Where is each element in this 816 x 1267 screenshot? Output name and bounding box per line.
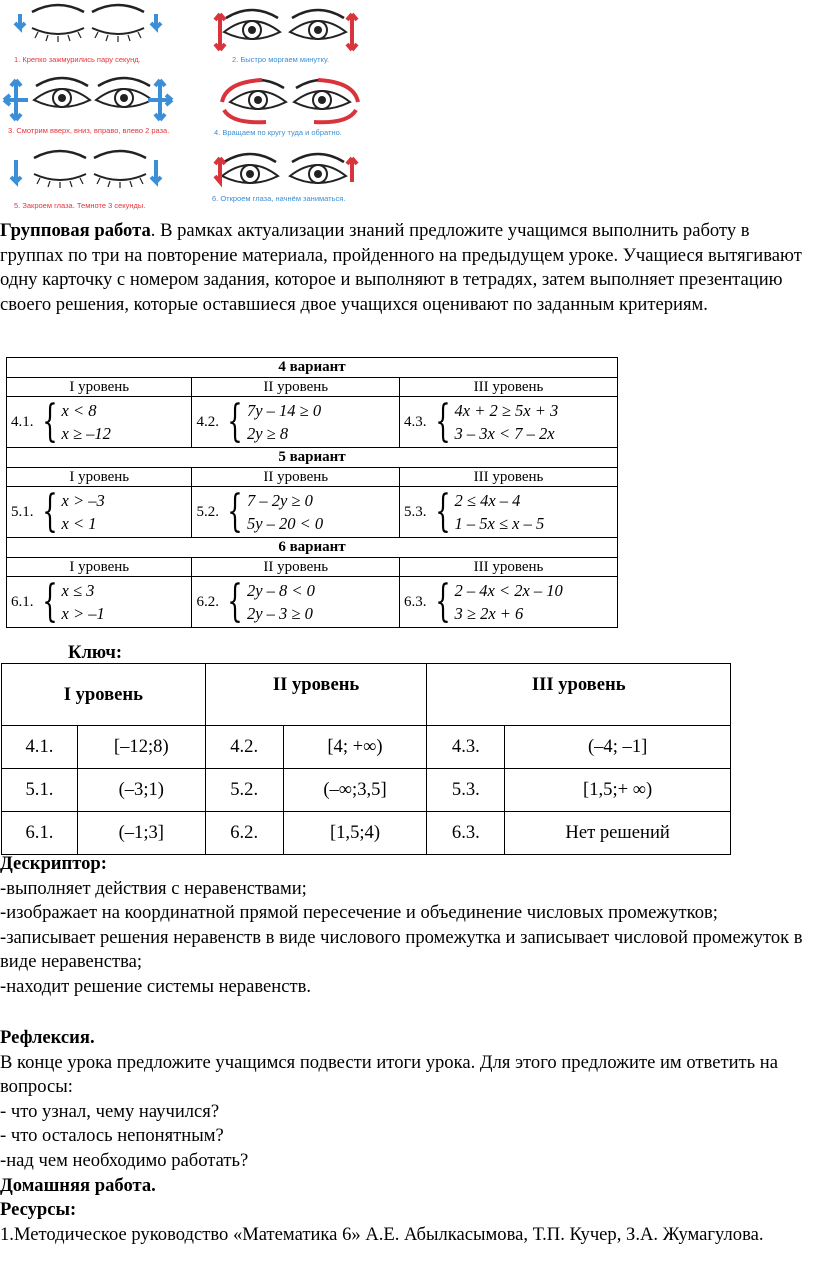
task-row bbox=[7, 397, 618, 448]
key-cell: 6.1. bbox=[2, 812, 78, 855]
descriptor-section bbox=[0, 852, 812, 1000]
inequality-system bbox=[192, 396, 399, 447]
brace-icon: { bbox=[41, 576, 58, 627]
eye-caption-2: 2. Быстро моргаем минутку. bbox=[232, 55, 330, 64]
inequality: 5y – 20 < 0 bbox=[246, 514, 324, 533]
inequality-system bbox=[400, 486, 617, 537]
key-cell: 4.1. bbox=[2, 726, 78, 769]
level-label: II уровень bbox=[192, 558, 400, 577]
arrows-four-way-icon bbox=[4, 80, 28, 120]
key-cell: (–3;1) bbox=[77, 769, 205, 812]
key-cell: [1,5;+ ∞) bbox=[505, 769, 731, 812]
brace-icon: { bbox=[41, 486, 58, 537]
closed-eye-icon bbox=[32, 5, 84, 42]
key-cell: 6.2. bbox=[205, 812, 283, 855]
inequality-lines bbox=[62, 399, 111, 445]
brace-icon: { bbox=[434, 486, 451, 537]
group-work-paragraph bbox=[0, 219, 812, 317]
table-row bbox=[2, 812, 731, 855]
level-label: II уровень bbox=[192, 468, 400, 487]
brace-icon: { bbox=[227, 486, 243, 537]
open-eye-icon bbox=[224, 10, 280, 39]
inequality-system bbox=[7, 396, 191, 447]
reflection-title: Рефлексия. bbox=[0, 1027, 95, 1048]
level-label: III уровень bbox=[400, 468, 618, 487]
key-cell: [–12;8) bbox=[77, 726, 205, 769]
inequality-system bbox=[7, 486, 191, 537]
homework-title: Домашняя работа. bbox=[0, 1174, 156, 1196]
descriptor-item: -находит решение системы неравенств. bbox=[0, 975, 312, 997]
brace-icon: { bbox=[227, 396, 243, 447]
open-eye-icon bbox=[290, 10, 346, 39]
task-number: 6.3. bbox=[404, 593, 427, 610]
open-eye-icon bbox=[96, 78, 152, 107]
inequality: 2y – 8 < 0 bbox=[246, 581, 315, 600]
task-cell bbox=[7, 577, 192, 628]
task-cell bbox=[400, 397, 618, 448]
key-table bbox=[1, 663, 731, 855]
brace-icon: { bbox=[227, 576, 243, 627]
key-cell: Нет решений bbox=[505, 812, 731, 855]
inequality-lines bbox=[455, 489, 545, 535]
eye-caption-1: 1. Крепко зажмурились пару секунд. bbox=[14, 55, 141, 64]
inequality: x > –3 bbox=[61, 491, 105, 510]
inequality-lines bbox=[247, 489, 323, 535]
level-row bbox=[7, 378, 618, 397]
level-label: III уровень bbox=[400, 558, 618, 577]
task-cell bbox=[192, 397, 400, 448]
key-title: Ключ: bbox=[68, 642, 123, 663]
key-cell: [4; +∞) bbox=[283, 726, 427, 769]
inequality: x < 1 bbox=[61, 514, 97, 533]
inequality-lines bbox=[247, 399, 321, 445]
level-row bbox=[7, 468, 618, 487]
task-cell bbox=[192, 577, 400, 628]
task-row bbox=[7, 487, 618, 538]
inequality-system bbox=[400, 396, 617, 447]
inequality-system bbox=[7, 576, 191, 627]
inequality: 3 – 3x < 7 – 2x bbox=[454, 424, 555, 443]
resources-title: Ресурсы: bbox=[0, 1199, 77, 1221]
inequality-lines bbox=[62, 579, 105, 625]
level-label: I уровень bbox=[7, 468, 192, 487]
reflection-question: - что осталось непонятным? bbox=[0, 1125, 224, 1147]
closed-eye-icon bbox=[94, 151, 146, 188]
inequality-lines bbox=[247, 579, 315, 625]
inequality: 7 – 2y ≥ 0 bbox=[246, 491, 313, 510]
level-label: I уровень bbox=[7, 558, 192, 577]
task-cell bbox=[7, 487, 192, 538]
inequality: 2y – 3 ≥ 0 bbox=[246, 604, 313, 623]
task-number: 5.2. bbox=[196, 503, 219, 520]
key-cell: [1,5;4) bbox=[283, 812, 427, 855]
key-cell: (–1;3] bbox=[77, 812, 205, 855]
eye-caption-5: 5. Закроем глаза. Темноте 3 секунды. bbox=[14, 201, 146, 210]
descriptor-title: Дескриптор: bbox=[0, 853, 107, 874]
arrow-down-icon bbox=[151, 14, 161, 28]
task-number: 4.2. bbox=[196, 413, 219, 430]
task-number: 5.1. bbox=[11, 503, 34, 520]
descriptor-item: -изображает на координатной прямой пересечение и объединение числовых промежутков; bbox=[0, 902, 718, 924]
arrows-four-way-icon bbox=[148, 80, 172, 120]
arrow-up-icon bbox=[215, 158, 225, 182]
level-row bbox=[7, 558, 618, 577]
variant-title-row bbox=[7, 358, 618, 378]
key-header-level-2: II уровень bbox=[205, 664, 427, 726]
reflection-text: В конце урока предложите учащимся подвести итоги урока. Для этого предложите им ответить на вопросы: bbox=[0, 1051, 778, 1098]
key-cell: 5.3. bbox=[427, 769, 505, 812]
inequality-system bbox=[400, 576, 617, 627]
inequality: x > –1 bbox=[61, 604, 105, 623]
task-number: 6.2. bbox=[196, 593, 219, 610]
inequality: 3 ≥ 2x + 6 bbox=[454, 604, 524, 623]
task-row bbox=[7, 577, 618, 628]
open-eye-icon bbox=[34, 78, 90, 107]
variant-title-row bbox=[7, 538, 618, 558]
arrow-down-icon bbox=[151, 160, 161, 182]
open-eye-icon bbox=[290, 154, 346, 183]
resource-item: 1.Методическое руководство «Математика 6» А.Е. Абылкасымова, Т.П. Кучер, З.А. Жумагулова. bbox=[0, 1223, 764, 1245]
task-number: 4.3. bbox=[404, 413, 427, 430]
closed-eye-icon bbox=[92, 5, 144, 42]
reflection-question: -над чем необходимо работать? bbox=[0, 1149, 249, 1171]
eye-caption-6: 6. Откроем глаза, начнём заниматься. bbox=[212, 194, 346, 203]
inequality-lines bbox=[455, 579, 563, 625]
variant-title: 5 вариант bbox=[7, 448, 618, 468]
task-number: 6.1. bbox=[11, 593, 34, 610]
table-row bbox=[2, 769, 731, 812]
brace-icon: { bbox=[41, 396, 58, 447]
key-cell: 6.3. bbox=[427, 812, 505, 855]
key-cell: 5.1. bbox=[2, 769, 78, 812]
descriptor-item: -выполняет действия с неравенствами; bbox=[0, 877, 307, 899]
inequality: 7y – 14 ≥ 0 bbox=[246, 401, 322, 420]
inequality: x ≥ –12 bbox=[61, 424, 111, 443]
arrow-up-down-icon bbox=[347, 14, 357, 50]
reflection-question: - что узнал, чему научился? bbox=[0, 1100, 220, 1122]
inequality: 2 – 4x < 2x – 10 bbox=[454, 581, 563, 600]
reflection-section bbox=[0, 1026, 812, 1247]
task-cell bbox=[400, 577, 618, 628]
arrow-up-icon bbox=[347, 158, 357, 182]
inequality-system bbox=[192, 576, 399, 627]
key-header-row bbox=[2, 664, 731, 726]
level-label: III уровень bbox=[400, 378, 618, 397]
level-label: I уровень bbox=[7, 378, 192, 397]
inequality-lines bbox=[455, 399, 559, 445]
key-cell: (–4; –1] bbox=[505, 726, 731, 769]
open-eye-icon bbox=[222, 154, 278, 183]
closed-eye-icon bbox=[34, 151, 86, 188]
variant-title: 4 вариант bbox=[7, 358, 618, 378]
inequality: 2y ≥ 8 bbox=[246, 424, 289, 443]
task-cell bbox=[400, 487, 618, 538]
arrow-down-icon bbox=[11, 160, 21, 182]
task-number: 4.1. bbox=[11, 413, 34, 430]
inequality: 1 – 5x ≤ x – 5 bbox=[454, 514, 545, 533]
task-cell bbox=[7, 397, 192, 448]
task-cell bbox=[192, 487, 400, 538]
inequality-lines bbox=[62, 489, 105, 535]
inequality: 2 ≤ 4x – 4 bbox=[454, 491, 521, 510]
variants-table bbox=[6, 357, 618, 628]
variant-title: 6 вариант bbox=[7, 538, 618, 558]
key-header-level-3: III уровень bbox=[427, 664, 731, 726]
eye-exercise-illustration bbox=[0, 0, 372, 212]
variant-title-row bbox=[7, 448, 618, 468]
eye-caption-4: 4. Вращаем по кругу туда и обратно. bbox=[214, 128, 342, 137]
key-header-level-1: I уровень bbox=[2, 664, 206, 726]
key-cell: 4.3. bbox=[427, 726, 505, 769]
inequality: x < 8 bbox=[61, 401, 97, 420]
key-cell: 4.2. bbox=[205, 726, 283, 769]
task-number: 5.3. bbox=[404, 503, 427, 520]
group-work-title: Групповая работа bbox=[0, 220, 151, 241]
key-cell: (–∞;3,5] bbox=[283, 769, 427, 812]
brace-icon: { bbox=[434, 576, 451, 627]
eye-caption-3: 3. Смотрим вверх, вниз, вправо, влево 2 раза. bbox=[8, 126, 170, 135]
group-work-text: . В рамках актуализации знаний предложите учащимся выполнить работу в группах по три на повторение материала, пройденного на предыдущем уроке. Учащиеся вытягивают одну карточку с номером задания, которое и выполняют в тетрадях, затем выполняет презентацию своего решения, которые оставшиеся двое учащихся оценивают по заданным критериям. bbox=[0, 220, 802, 315]
key-cell: 5.2. bbox=[205, 769, 283, 812]
descriptor-item: -записывает решения неравенств в виде числового промежутка и записывает числовой промежуток в виде неравенства; bbox=[0, 926, 803, 973]
inequality: 4x + 2 ≥ 5x + 3 bbox=[454, 401, 559, 420]
inequality-system bbox=[192, 486, 399, 537]
arrow-down-icon bbox=[15, 14, 25, 28]
inequality: x ≤ 3 bbox=[61, 581, 95, 600]
level-label: II уровень bbox=[192, 378, 400, 397]
table-row bbox=[2, 726, 731, 769]
brace-icon: { bbox=[434, 396, 451, 447]
